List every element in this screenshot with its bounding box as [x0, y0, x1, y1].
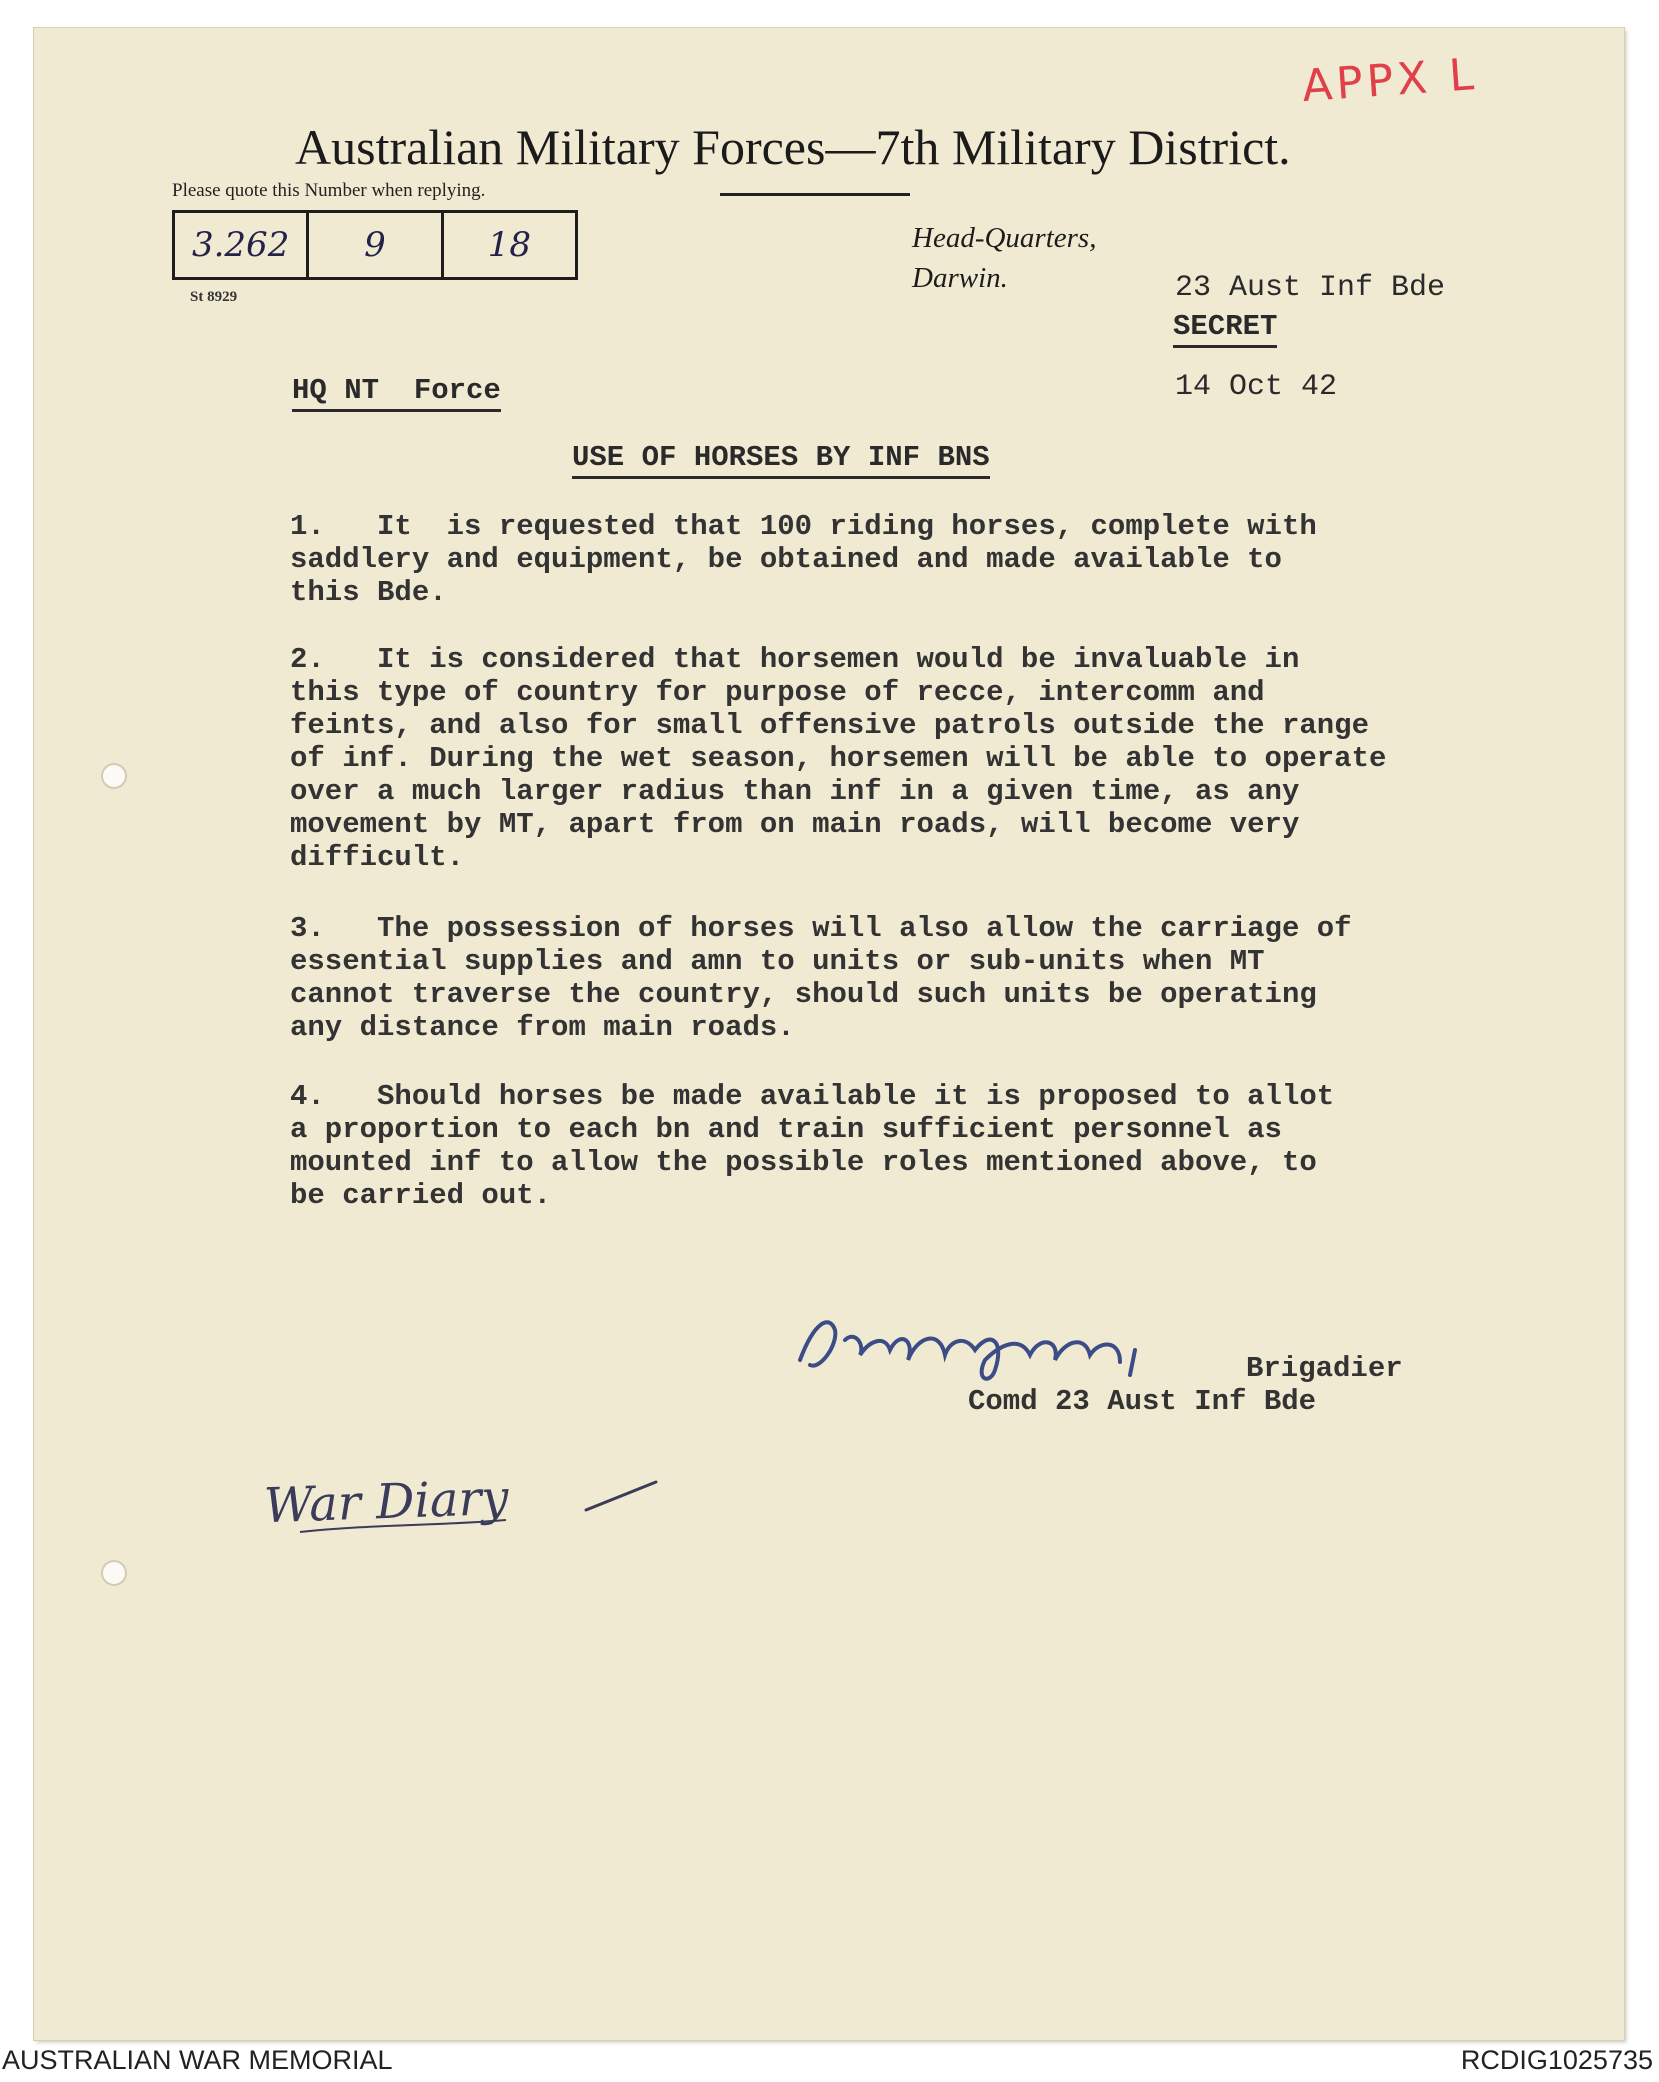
reference-number-cell: 9 [306, 213, 440, 277]
paragraph: 4. Should horses be made available it is proposed to allot a proportion to each bn and train sufficient personnel as mounted inf to allow the possible roles mentioned above, to be carried out. [290, 1080, 1335, 1212]
paragraph: 3. The possession of horses will also allow the carriage of essential supplies and amn to units or sub-units when MT cannot traverse the country, should such units be operating any distance from main roads. [290, 912, 1352, 1044]
footer-institution: AUSTRALIAN WAR MEMORIAL [2, 2045, 393, 2075]
headquarters-location [912, 218, 1096, 298]
headquarters-line: Head-Quarters, [912, 222, 1097, 254]
letter-date: 14 Oct 42 [1175, 370, 1338, 404]
letterhead-rule [720, 193, 910, 196]
paragraph: 2. It is considered that horsemen would be invaluable in this type of country for purpose of recce, intercomm and feints, and also for small offensive patrols outside the range of inf. During the wet season, horsemen will be able to operate over a much larger radius than inf in a given time, as any movement by MT, apart from on main roads, will become very difficult. [290, 643, 1387, 874]
appendix-annotation: APPX L [1300, 48, 1480, 113]
addressee: HQ NT Force [292, 374, 501, 412]
headquarters-line: Darwin. [912, 262, 1008, 294]
quote-number-label: Please quote this Number when replying. [172, 180, 486, 201]
classification-marking: SECRET [1173, 310, 1277, 348]
footer-record-id: RCDIG1025735 [1460, 2045, 1653, 2075]
sender-unit: 23 Aust Inf Bde [1175, 271, 1446, 305]
punch-hole [101, 763, 127, 789]
reference-number-cell: 18 [441, 213, 575, 277]
signatory-rank: Brigadier [1246, 1352, 1403, 1385]
punch-hole [101, 1560, 127, 1586]
signatory-title: Comd 23 Aust Inf Bde [968, 1385, 1317, 1418]
subject-heading: USE OF HORSES BY INF BNS [572, 441, 990, 479]
reference-number-box [172, 210, 578, 280]
war-diary-strokes [296, 1474, 666, 1544]
paragraph: 1. It is requested that 100 riding horses, complete with saddlery and equipment, be obtained and made available to this Bde. [290, 510, 1317, 609]
letterhead-title: Australian Military Forces—7th Military District. [295, 119, 1291, 175]
handwritten-signature [790, 1300, 1210, 1390]
handwritten-war-diary-note: War Diary [263, 1469, 510, 1535]
reference-number-cell: 3.262 [191, 225, 290, 265]
form-number: St 8929 [190, 289, 238, 305]
